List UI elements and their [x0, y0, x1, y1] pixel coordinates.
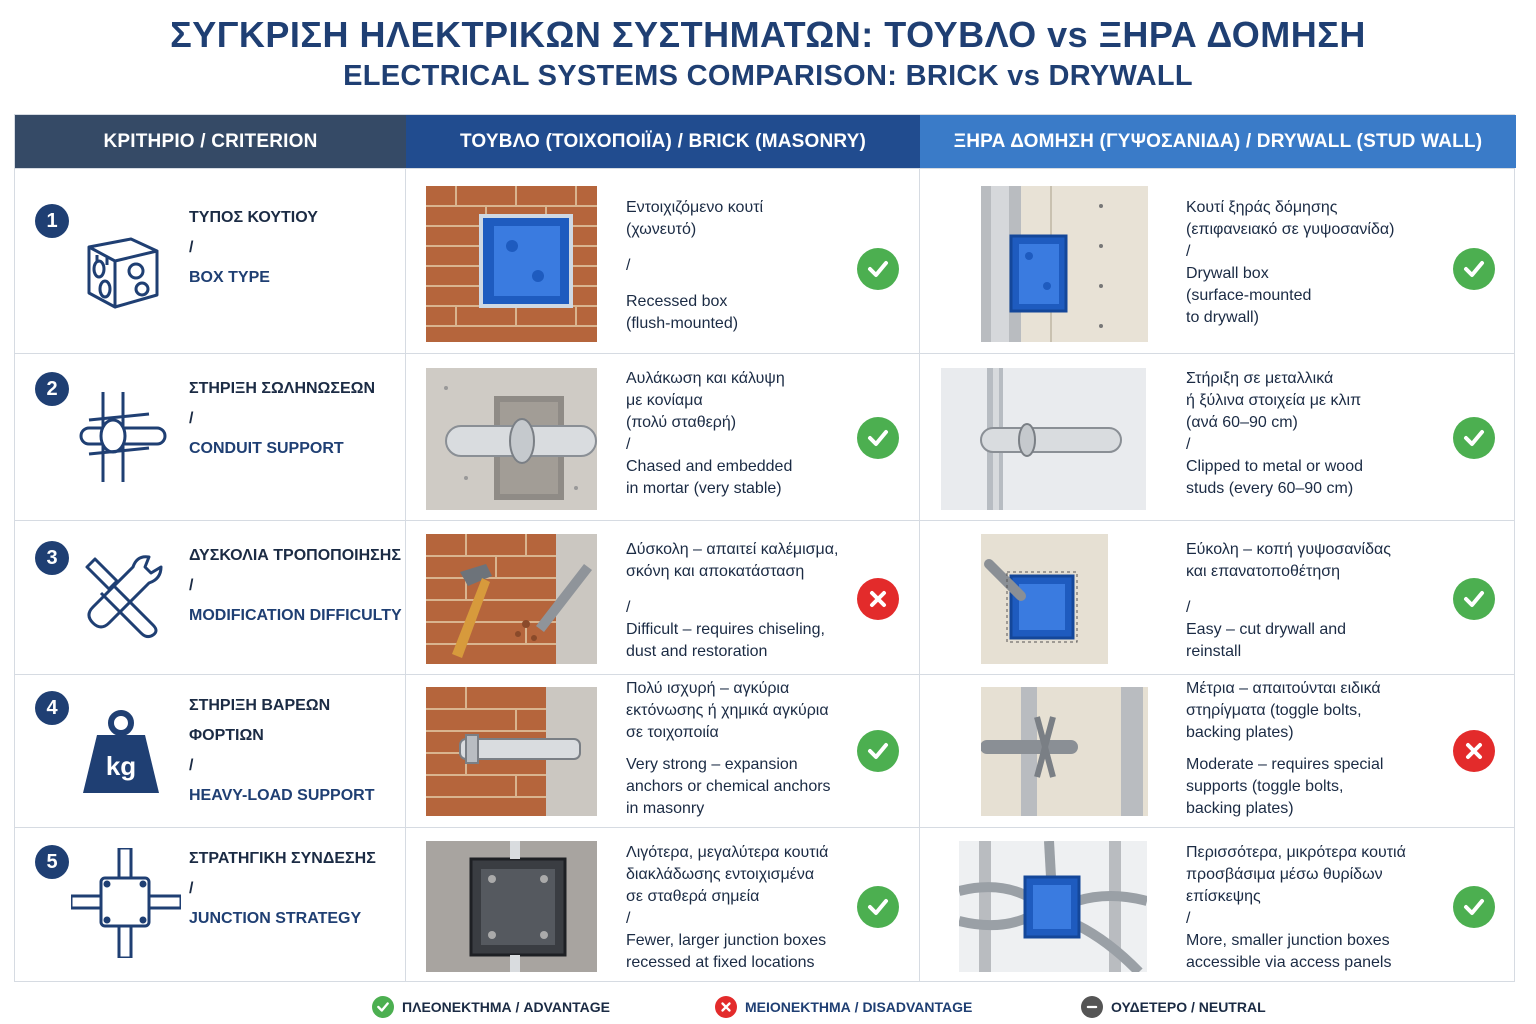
advantage-check-icon — [1453, 886, 1495, 928]
table-row — [15, 674, 1514, 828]
criterion-greek: ΤΥΠΟΣ ΚΟΥΤΙΟΥ — [189, 209, 318, 226]
weight-kg-icon — [79, 709, 169, 799]
legend-neutral — [1081, 996, 1266, 1018]
comparison-table — [14, 114, 1515, 982]
advantage-check-icon — [1453, 417, 1495, 459]
drywall-description: Στήριξη σε μεταλλικά ή ξύλινα στοιχεία με κλιπ (ανά 60–90 cm) / Clipped to metal or wood studs (every 60–90 cm) — [1186, 370, 1363, 497]
legend-disadvantage — [715, 996, 972, 1018]
criterion-separator: / — [189, 239, 194, 256]
drywall-description: Εύκολη – κοπή γυψοσανίδας και επανατοποθέτηση / Easy – cut drywall and reinstall — [1186, 541, 1391, 660]
junction-box-icon — [79, 219, 169, 309]
criterion-label — [189, 203, 404, 293]
drywall-description: Κουτί ξηράς δόμησης (επιφανειακό σε γυψοσανίδα) / Drywall box (surface-mounted to drywall) — [1186, 199, 1395, 326]
criterion-english: HEAVY-LOAD SUPPORT — [189, 787, 375, 804]
junction-cross-icon — [71, 848, 181, 938]
row-number-badge: 5 — [35, 845, 69, 879]
conduit-clamp-icon — [79, 392, 169, 482]
criterion-english: JUNCTION STRATEGY — [189, 910, 362, 927]
row-number-badge: 1 — [35, 204, 69, 238]
anchor-in-brick-photo — [426, 687, 597, 816]
criterion-label — [189, 541, 404, 631]
criterion-greek: ΣΤΗΡΙΞΗ ΣΩΛΗΝΩΣΕΩΝ — [189, 380, 376, 397]
brick-description: Δύσκολη – απαιτεί καλέμισμα, σκόνη και αποκατάσταση / Difficult – requires chiseling, dust and restoration — [626, 541, 839, 660]
row-number-badge: 2 — [35, 372, 69, 406]
disadvantage-x-icon — [715, 996, 737, 1018]
conduit-in-mortar-photo — [426, 368, 597, 510]
page-title-english: ELECTRICAL SYSTEMS COMPARISON: BRICK vs DRYWALL — [343, 60, 1193, 92]
drywall-box-on-stud-photo — [981, 186, 1148, 342]
criterion-greek: ΣΤΗΡΙΞΗ ΒΑΡΕΩΝ ΦΟΡΤΙΩΝ — [189, 697, 331, 744]
table-row — [15, 520, 1514, 675]
hammer-chisel-brick-photo — [426, 534, 597, 664]
row-number-badge: 4 — [35, 691, 69, 725]
drywall-description: Περισσότερα, μικρότερα κουτιά προσβάσιμα μέσω θυρίδων επίσκεψης / More, smaller junction boxes accessible via access panels — [1186, 844, 1406, 971]
brick-description: Λιγότερα, μεγαλύτερα κουτιά διακλάδωσης εντοιχισμένα σε σταθερά σημεία / Fewer, larger junction boxes recessed at fixed locations — [626, 844, 829, 971]
criterion-separator: / — [189, 577, 194, 594]
criterion-greek: ΔΥΣΚΟΛΙΑ ΤΡΟΠΟΠΟΙΗΣΗΣ — [189, 547, 401, 564]
criterion-separator: / — [189, 757, 194, 774]
brick-description: Πολύ ισχυρή – αγκύρια εκτόνωσης ή χημικά αγκύρια σε τοιχοποιία Very strong – expansion anchors or chemical anchors in masonry — [626, 680, 831, 817]
disadvantage-x-icon — [1453, 730, 1495, 772]
criterion-label — [189, 374, 404, 464]
page-title-greek: ΣΥΓΚΡΙΣΗ ΗΛΕΚΤΡΙΚΩΝ ΣΥΣΤΗΜΑΤΩΝ: ΤΟΥΒΛΟ vs ΞΗΡΑ ΔΟΜΗΣΗ — [170, 14, 1366, 55]
advantage-check-icon — [857, 417, 899, 459]
advantage-check-icon — [857, 886, 899, 928]
legend-advantage — [372, 996, 610, 1018]
header-brick: ΤΟΥΒΛΟ (ΤΟΙΧΟΠΟΙΪΑ) / BRICK (MASONRY) — [406, 115, 920, 168]
criterion-label — [189, 844, 404, 934]
drywall-cutout-photo — [981, 534, 1108, 664]
legend-disadvantage-label: ΜΕΙΟΝΕΚΤΗΜΑ / DISADVANTAGE — [745, 999, 973, 1015]
disadvantage-x-icon — [857, 578, 899, 620]
advantage-check-icon — [857, 248, 899, 290]
drywall-description: Μέτρια – απαιτούνται ειδικά στηρίγματα (toggle bolts, backing plates) Moderate – requires special supports (toggle bolts, backing plates) — [1186, 680, 1384, 817]
brick-description: Αυλάκωση και κάλυψη με κονίαμα (πολύ σταθερή) / Chased and embedded in mortar (very stable) — [626, 370, 793, 497]
header-drywall: ΞΗΡΑ ΔΟΜΗΣΗ (ΓΥΨΟΣΑΝΙΔΑ) / DRYWALL (STUD WALL) — [920, 115, 1516, 168]
tools-icon — [79, 551, 169, 641]
advantage-check-icon — [372, 996, 394, 1018]
advantage-check-icon — [857, 730, 899, 772]
toggle-bolt-drywall-photo — [981, 687, 1148, 816]
table-row — [15, 353, 1514, 521]
legend-neutral-label: ΟΥΔΕΤΕΡΟ / NEUTRAL — [1111, 999, 1266, 1015]
criterion-label — [189, 691, 404, 811]
weight-kg-label: kg — [105, 751, 137, 781]
header-criterion: ΚΡΙΤΗΡΙΟ / CRITERION — [15, 115, 406, 168]
advantage-check-icon — [1453, 248, 1495, 290]
table-row — [15, 168, 1514, 354]
neutral-minus-icon — [1081, 996, 1103, 1018]
drywall-junction-boxes-photo — [959, 841, 1147, 972]
criterion-english: MODIFICATION DIFFICULTY — [189, 607, 402, 624]
recessed-box-in-brick-photo — [426, 186, 597, 342]
recessed-junction-box-photo — [426, 841, 597, 972]
criterion-separator: / — [189, 410, 194, 427]
row-number-badge: 3 — [35, 541, 69, 575]
brick-description: Εντοιχιζόμενο κουτί (χωνευτό) / Recessed box (flush-mounted) — [626, 199, 764, 332]
criterion-separator: / — [189, 880, 194, 897]
conduit-clipped-to-stud-photo — [941, 368, 1146, 510]
criterion-english: BOX TYPE — [189, 269, 270, 286]
criterion-greek: ΣΤΡΑΤΗΓΙΚΗ ΣΥΝΔΕΣΗΣ — [189, 850, 376, 867]
advantage-check-icon — [1453, 578, 1495, 620]
legend-advantage-label: ΠΛΕΟΝΕΚΤΗΜΑ / ADVANTAGE — [402, 999, 610, 1015]
table-row — [15, 827, 1514, 982]
criterion-english: CONDUIT SUPPORT — [189, 440, 344, 457]
